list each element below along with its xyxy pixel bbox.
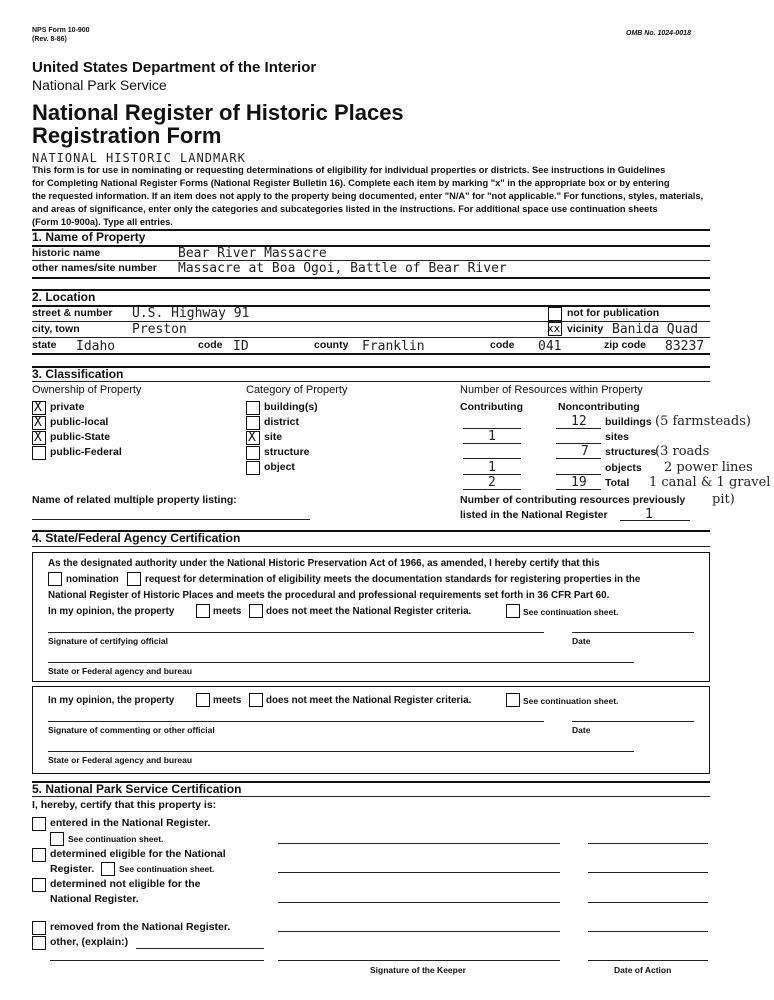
note-canal-gravel: 1 canal & 1 gravel [649, 475, 771, 490]
comment-meets-checkbox[interactable] [196, 693, 210, 707]
row-total-label: Total [605, 477, 630, 489]
service-name: National Park Service [32, 77, 167, 93]
vicinity-mark: xx [547, 322, 561, 335]
category-district-checkbox[interactable] [246, 416, 260, 430]
cert-meets-label: meets [213, 606, 242, 617]
eligible-label-2: Register. [50, 863, 95, 875]
row-buildings-label: buildings [605, 416, 652, 428]
entered-checkbox[interactable] [32, 817, 46, 831]
cert-signature-label: Signature of certifying official [48, 636, 168, 646]
noncontrib-total-value[interactable]: 19 [571, 475, 587, 490]
contrib-objects-value[interactable]: 1 [488, 460, 496, 475]
category-object-label: object [264, 461, 295, 473]
form-title: National Register of Historic Places [32, 100, 404, 125]
county-field[interactable]: Franklin [362, 339, 425, 354]
form-subtitle: Registration Form [32, 123, 222, 148]
city-label: city, town [32, 323, 80, 335]
category-site-mark: X [248, 430, 256, 445]
cert-opinion-label: In my opinion, the property [48, 606, 175, 617]
note-power-lines: 2 power lines [664, 460, 753, 475]
eligible-continuation-checkbox[interactable] [101, 862, 115, 876]
comment-not-meet-label: does not meet the National Register criteria. [266, 695, 472, 706]
ownership-public-federal-checkbox[interactable] [32, 446, 46, 460]
cert-continuation-checkbox[interactable] [506, 604, 520, 618]
street-field[interactable]: U.S. Highway 91 [132, 306, 250, 321]
not-eligible-checkbox[interactable] [32, 878, 46, 892]
state-label: state [32, 339, 57, 351]
category-object-checkbox[interactable] [246, 461, 260, 475]
ownership-public-state-mark: X [34, 430, 42, 445]
comment-continuation-label: See continuation sheet. [523, 696, 619, 706]
ownership-heading: Ownership of Property [32, 384, 142, 396]
not-for-publication-checkbox[interactable] [548, 307, 562, 321]
cert-not-meet-label: does not meet the National Register criteria. [266, 606, 472, 617]
county-label: county [314, 339, 349, 351]
street-label: street & number [32, 307, 113, 319]
zip-label: zip code [604, 339, 647, 351]
comment-continuation-checkbox[interactable] [506, 693, 520, 707]
not-eligible-label-1: determined not eligible for the [50, 878, 201, 890]
entered-continuation-checkbox[interactable] [50, 832, 64, 846]
state-code-field[interactable]: ID [233, 339, 249, 354]
cert-continuation-label: See continuation sheet. [523, 607, 619, 617]
nps-cert-intro: I, hereby, certify that this property is: [32, 799, 217, 811]
note-pit: pit) [712, 492, 735, 507]
city-field[interactable]: Preston [132, 322, 187, 337]
removed-label: removed from the National Register. [50, 921, 231, 933]
section-2-title: 2. Location [32, 290, 96, 304]
other-checkbox[interactable] [32, 936, 46, 950]
ownership-public-local-mark: X [34, 415, 42, 430]
comment-signature-label: Signature of commenting or other official [48, 725, 215, 735]
other-names-label: other names/site number [32, 262, 157, 274]
note-farmsteads: (5 farmsteads) [655, 414, 751, 429]
ownership-public-state-label: public-State [50, 431, 111, 443]
section-4-title: 4. State/Federal Agency Certification [32, 531, 241, 545]
category-structure-label: structure [264, 446, 310, 458]
ownership-private-label: private [50, 401, 85, 413]
omb-number: OMB No. 1024-0018 [626, 30, 691, 37]
comment-date-label: Date [572, 725, 591, 735]
cert-date-label: Date [572, 636, 591, 646]
cert-line-2: request for determination of eligibility meets the documentation standards for registering properties in the [145, 574, 641, 585]
department-name: United States Department of the Interior [32, 59, 317, 76]
row-objects-label: objects [605, 462, 642, 474]
comment-opinion-label: In my opinion, the property [48, 695, 175, 706]
noncontributing-heading: Noncontributing [558, 401, 640, 413]
nomination-label: nomination [66, 574, 119, 585]
eligible-label-1: determined eligible for the National [50, 848, 226, 860]
landmark-stamp: NATIONAL HISTORIC LANDMARK [32, 151, 246, 165]
note-roads: (3 roads [655, 444, 710, 459]
intro-line-1: This form is for use in nominating or requesting determinations of eligibility for individual properties or districts. See instructions in Guidelines [32, 165, 666, 175]
category-heading: Category of Property [246, 384, 348, 396]
comment-meets-label: meets [213, 695, 242, 706]
intro-line-3: the requested information. If an item does not apply to the property being documented, enter "N/A" for "not applicable." For functions, styles, materials, [32, 191, 704, 201]
contrib-sites-value[interactable]: 1 [488, 429, 496, 444]
category-building-checkbox[interactable] [246, 401, 260, 415]
state-field[interactable]: Idaho [76, 339, 116, 354]
zip-field[interactable]: 83237 [665, 339, 705, 354]
noncontrib-structures-value[interactable]: 7 [581, 444, 589, 459]
comment-not-meet-checkbox[interactable] [249, 693, 263, 707]
historic-name-label: historic name [32, 247, 101, 259]
section-1-title: 1. Name of Property [32, 230, 146, 244]
noncontrib-buildings-value[interactable]: 12 [571, 414, 587, 429]
eligible-checkbox[interactable] [32, 848, 46, 862]
nomination-checkbox[interactable] [48, 572, 62, 586]
section-5-title: 5. National Park Service Certification [32, 782, 242, 796]
not-for-publication-label: not for publication [567, 307, 660, 319]
entered-label: entered in the National Register. [50, 817, 211, 829]
keeper-signature-label: Signature of the Keeper [370, 965, 466, 975]
vicinity-label: vicinity [567, 323, 604, 335]
category-site-label: site [264, 431, 283, 443]
section-3-title: 3. Classification [32, 367, 124, 381]
row-sites-label: sites [605, 431, 629, 443]
removed-checkbox[interactable] [32, 921, 46, 935]
cert-meets-checkbox[interactable] [196, 604, 210, 618]
multiple-listing-label: Name of related multiple property listing: [32, 494, 237, 506]
county-code-field[interactable]: 041 [538, 339, 562, 354]
eligibility-request-checkbox[interactable] [127, 572, 141, 586]
eligible-continuation-label: See continuation sheet. [119, 864, 215, 874]
cert-line-3: National Register of Historic Places and meets the procedural and professional requirements set forth in 36 CFR Part 60. [48, 590, 610, 601]
not-eligible-label-2: National Register. [50, 893, 139, 905]
resources-heading: Number of Resources within Property [460, 384, 643, 396]
vicinity-field[interactable]: Banida Quad [612, 322, 699, 337]
intro-line-4: and areas of significance, enter only the categories and subcategories listed in the instructions. For additional space use continuation sheets [32, 204, 658, 214]
intro-line-5: (Form 10-900a). Type all entries. [32, 217, 173, 227]
form-revision: (Rev. 8-86) [32, 36, 67, 43]
state-code-label: code [198, 339, 223, 351]
category-structure-checkbox[interactable] [246, 446, 260, 460]
ownership-private-mark: X [34, 400, 42, 415]
intro-line-2: for Completing National Register Forms (National Register Bulletin 16). Complete each item by marking "x" in the appropriate box or by entering [32, 178, 670, 188]
previously-listed-value[interactable]: 1 [645, 507, 653, 522]
category-district-label: district [264, 416, 300, 428]
form-number: NPS Form 10-900 [32, 27, 90, 34]
date-of-action-label: Date of Action [614, 965, 672, 975]
previously-listed-line-1: Number of contributing resources previously [460, 494, 686, 506]
ownership-public-local-label: public-local [50, 416, 109, 428]
contrib-total-value[interactable]: 2 [488, 475, 496, 490]
cert-agency-label: State or Federal agency and bureau [48, 666, 193, 676]
row-structures-label: structures [605, 446, 657, 458]
county-code-label: code [490, 339, 515, 351]
other-label: other, (explain:) [50, 936, 129, 948]
previously-listed-line-2: listed in the National Register [460, 509, 608, 521]
historic-name-field[interactable]: Bear River Massacre [178, 246, 327, 261]
ownership-public-federal-label: public-Federal [50, 446, 122, 458]
comment-agency-label: State or Federal agency and bureau [48, 755, 193, 765]
entered-continuation-label: See continuation sheet. [68, 834, 164, 844]
cert-line-1: As the designated authority under the National Historic Preservation Act of 1966, as amended, I hereby certify that this [48, 558, 600, 569]
other-names-field[interactable]: Massacre at Boa Ogoi, Battle of Bear River [178, 261, 507, 276]
category-building-label: building(s) [264, 401, 318, 413]
contributing-heading: Contributing [460, 401, 523, 413]
cert-not-meet-checkbox[interactable] [249, 604, 263, 618]
